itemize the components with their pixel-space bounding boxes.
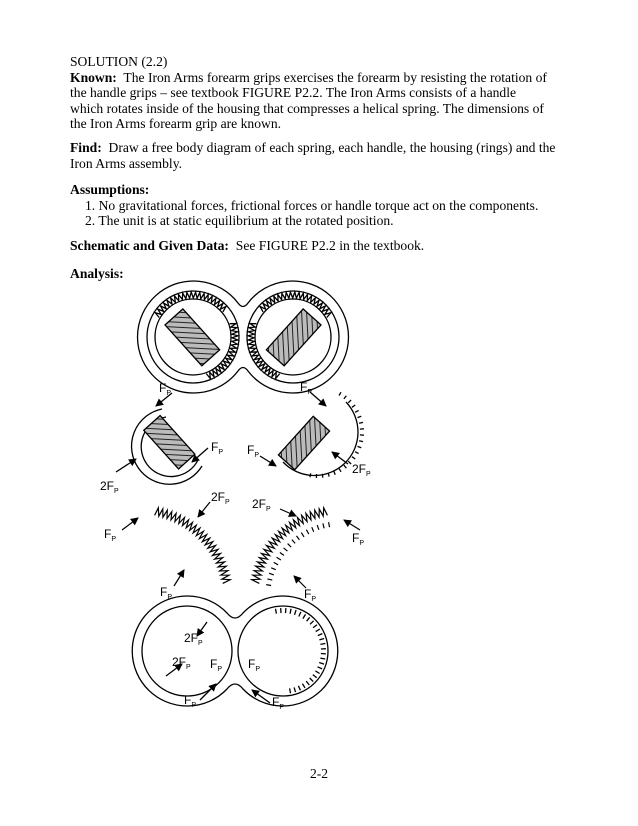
left-spring-fbd [122, 502, 230, 586]
svg-text:FP: $F_P$ [304, 587, 317, 603]
find-text-1: Draw a free body diagram of each spring, each handle, the housing (rings) and the [108, 140, 556, 155]
housing-left-inner [142, 606, 232, 696]
housing-force-2fp-top [197, 622, 207, 636]
svg-text:2FP: $2F_P$ [172, 655, 191, 671]
left-spring-force-top [122, 518, 138, 530]
right-handle-force-top [310, 392, 326, 406]
schematic-text: See FIGURE P2.2 in the textbook. [235, 238, 425, 253]
svg-text:FP: $F_P$ [300, 380, 313, 396]
right-handle-fbd [260, 392, 364, 478]
svg-text:FP: $F_P$ [160, 585, 173, 601]
left-handle-body [144, 416, 195, 469]
svg-text:FP: $F_P$ [184, 693, 197, 709]
page-number: 2-2 [309, 766, 329, 781]
left-handle-force-2fp [116, 459, 136, 472]
find-line-1 [70, 140, 580, 156]
find-section [70, 140, 580, 171]
housing-fbd [132, 596, 338, 706]
force-labels [100, 380, 371, 711]
schematic-label: Schematic and Given Data: [70, 238, 229, 253]
housing-ticks [276, 608, 326, 693]
right-spring-ticks [266, 522, 329, 585]
analysis-label: Analysis: [70, 266, 124, 281]
right-handle-force-2fp [332, 452, 348, 464]
known-line-1 [70, 70, 580, 86]
free-body-diagram-figure [80, 280, 500, 720]
svg-text:2FP: $2F_P$ [184, 631, 203, 647]
svg-text:2FP: $2F_P$ [211, 490, 230, 506]
known-line-4: the Iron Arms forearm grip are known. [70, 116, 282, 132]
left-spring-force-bottom [174, 570, 184, 586]
right-spring-fbd [252, 508, 360, 588]
known-line-3: which rotates inside of the housing that compresses a helical spring. The dimensions of [70, 100, 544, 116]
left-handle-fbd [116, 393, 208, 484]
right-handle-force-left [260, 456, 276, 466]
right-spring-top [260, 292, 331, 318]
svg-text:2FP: $2F_P$ [252, 497, 271, 513]
known-line-2: the handle grips – see textbook FIGURE P2.2. The Iron Arms consists of a handle [70, 85, 517, 101]
left-handle-grip [165, 309, 220, 366]
find-label: Find: [70, 140, 102, 155]
solution-title: SOLUTION (2.2) [70, 54, 168, 69]
svg-text:2FP: $2F_P$ [100, 479, 119, 495]
known-label: Known: [70, 69, 117, 85]
svg-text:2FP: $2F_P$ [352, 462, 371, 478]
right-spring-force-top [280, 509, 296, 516]
assembled-grip-drawing [138, 281, 349, 393]
left-spring-top [155, 292, 226, 318]
housing-force-fp-left [200, 684, 216, 700]
assumption-item-2: 2. The unit is at static equilibrium at the rotated position. [85, 213, 394, 229]
housing-right-inner [238, 606, 328, 696]
title-and-known-section [70, 54, 580, 132]
svg-text:FP: $F_P$ [247, 443, 260, 459]
left-spring-arc [155, 508, 231, 584]
left-spring-force-right [198, 502, 210, 517]
assumptions-label: Assumptions: [70, 182, 150, 197]
svg-text:FP: $F_P$ [210, 657, 223, 673]
right-handle-body [278, 416, 329, 469]
svg-text:FP: $F_P$ [211, 440, 224, 456]
schematic-section [70, 238, 580, 254]
assumption-item-1: 1. No gravitational forces, frictional forces or handle torque act on the components. [85, 197, 539, 213]
find-line-2: Iron Arms assembly. [70, 155, 183, 171]
svg-text:FP: $F_P$ [159, 381, 172, 397]
assumptions-section [70, 182, 580, 229]
right-handle-grip [266, 309, 321, 366]
svg-text:FP: $F_P$ [104, 527, 117, 543]
known-text-1: The Iron Arms forearm grips exercises the forearm by resisting the rotation of [123, 69, 547, 85]
svg-text:FP: $F_P$ [272, 695, 285, 711]
svg-text:FP: $F_P$ [248, 657, 261, 673]
right-spring-force-right [344, 520, 360, 530]
svg-text:FP: $F_P$ [352, 531, 365, 547]
